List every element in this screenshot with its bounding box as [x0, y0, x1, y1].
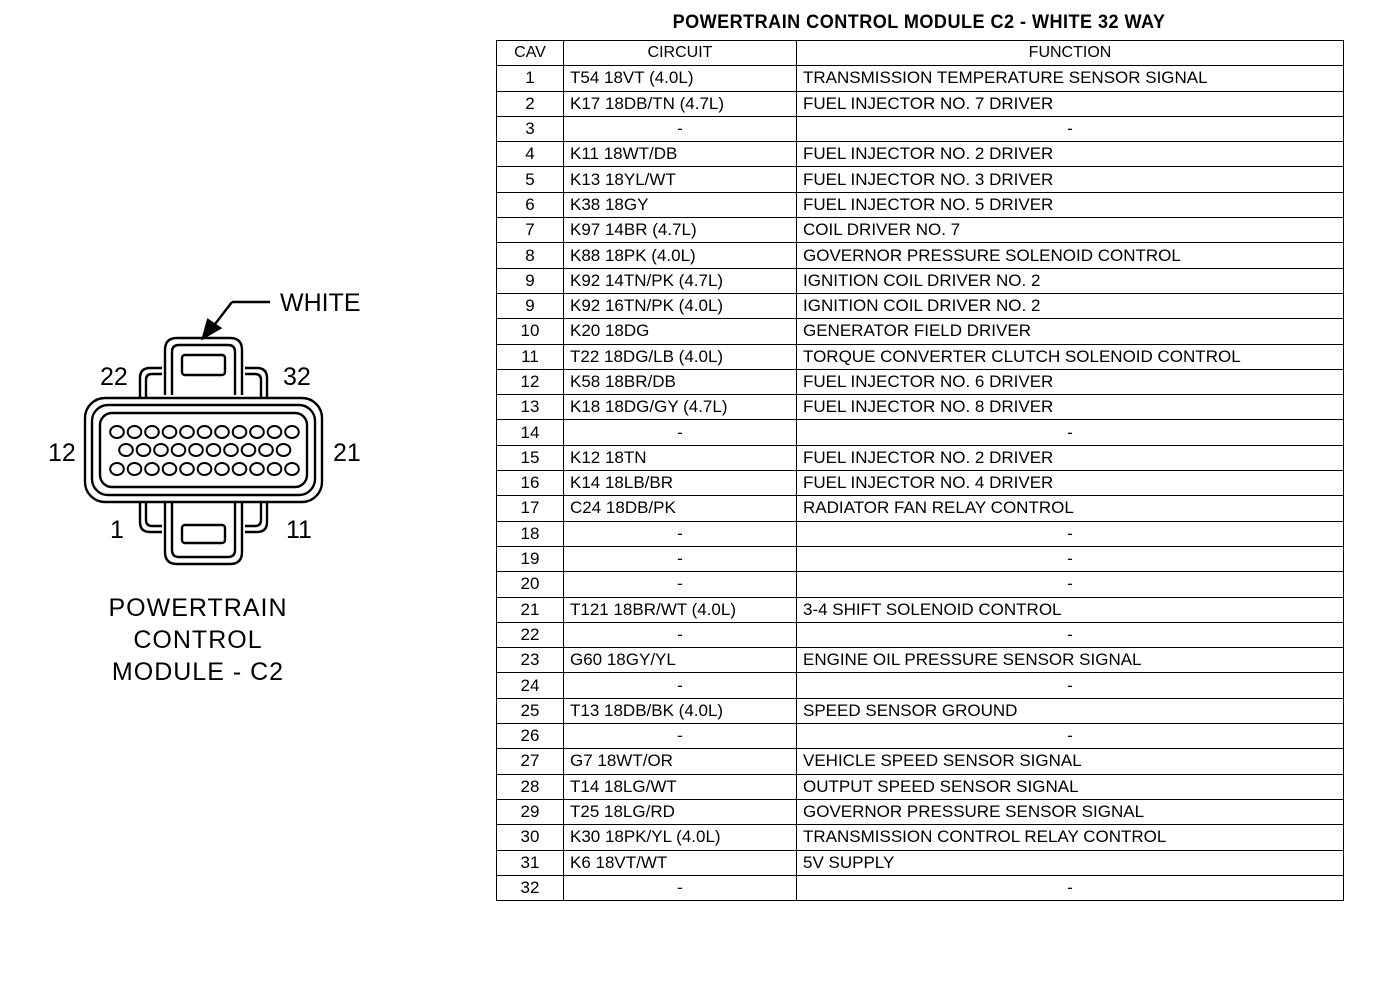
function-cell: TRANSMISSION TEMPERATURE SENSOR SIGNAL — [797, 66, 1344, 91]
circuit-cell: T13 18DB/BK (4.0L) — [564, 698, 797, 723]
function-cell: - — [797, 521, 1344, 546]
pin-label-32: 32 — [283, 363, 311, 391]
circuit-cell: K92 16TN/PK (4.0L) — [564, 293, 797, 318]
table-row — [497, 749, 1344, 774]
cav-cell: 13 — [497, 395, 564, 420]
cav-cell: 15 — [497, 445, 564, 470]
circuit-cell: K92 14TN/PK (4.7L) — [564, 268, 797, 293]
pinout-table — [496, 40, 1344, 901]
bottom-latch — [165, 502, 242, 564]
pin-cavity — [233, 426, 247, 438]
table-row — [497, 521, 1344, 546]
pin-cavity — [163, 426, 177, 438]
circuit-cell: - — [564, 875, 797, 900]
cav-cell: 8 — [497, 243, 564, 268]
pin-cavity — [250, 463, 264, 475]
cav-cell: 32 — [497, 875, 564, 900]
circuit-cell: T14 18LG/WT — [564, 774, 797, 799]
pin-cavity — [119, 444, 133, 456]
cav-cell: 9 — [497, 268, 564, 293]
table-row — [497, 344, 1344, 369]
cav-cell: 31 — [497, 850, 564, 875]
function-cell: FUEL INJECTOR NO. 2 DRIVER — [797, 445, 1344, 470]
circuit-cell: - — [564, 546, 797, 571]
pin-cavity — [259, 444, 273, 456]
pin-cavity — [145, 463, 159, 475]
top-latch — [165, 338, 242, 395]
circuit-cell: T121 18BR/WT (4.0L) — [564, 597, 797, 622]
pin-cavity — [189, 444, 203, 456]
pin-cavity — [207, 444, 221, 456]
caption-line: CONTROL — [133, 626, 263, 654]
table-row — [497, 395, 1344, 420]
table-row — [497, 420, 1344, 445]
circuit-cell: K88 18PK (4.0L) — [564, 243, 797, 268]
pin-cavity — [268, 426, 282, 438]
circuit-cell: K97 14BR (4.7L) — [564, 218, 797, 243]
cav-cell: 5 — [497, 167, 564, 192]
circuit-cell: T25 18LG/RD — [564, 799, 797, 824]
cav-cell: 17 — [497, 496, 564, 521]
pin-cavities — [110, 426, 299, 475]
table-row — [497, 91, 1344, 116]
table-title: POWERTRAIN CONTROL MODULE C2 - WHITE 32 WAY — [672, 12, 1166, 33]
pin-cavity — [198, 426, 212, 438]
function-cell: FUEL INJECTOR NO. 8 DRIVER — [797, 395, 1344, 420]
circuit-cell: - — [564, 572, 797, 597]
table-row — [497, 724, 1344, 749]
table-row — [497, 774, 1344, 799]
cav-cell: 24 — [497, 673, 564, 698]
function-cell: ENGINE OIL PRESSURE SENSOR SIGNAL — [797, 648, 1344, 673]
cav-cell: 19 — [497, 546, 564, 571]
pin-cavity — [198, 463, 212, 475]
circuit-cell: K14 18LB/BR — [564, 471, 797, 496]
pin-cavity — [215, 426, 229, 438]
function-cell: COIL DRIVER NO. 7 — [797, 218, 1344, 243]
pin-cavity — [128, 463, 142, 475]
table-row — [497, 192, 1344, 217]
cav-cell: 1 — [497, 66, 564, 91]
function-cell: - — [797, 420, 1344, 445]
function-cell: RADIATOR FAN RELAY CONTROL — [797, 496, 1344, 521]
cav-cell: 26 — [497, 724, 564, 749]
circuit-cell: K6 18VT/WT — [564, 850, 797, 875]
connector-diagram — [40, 280, 400, 580]
pin-cavity — [277, 444, 291, 456]
function-cell: 5V SUPPLY — [797, 850, 1344, 875]
function-cell: IGNITION COIL DRIVER NO. 2 — [797, 268, 1344, 293]
table-row — [497, 369, 1344, 394]
table-row — [497, 471, 1344, 496]
function-cell: - — [797, 622, 1344, 647]
table-row — [497, 799, 1344, 824]
cav-cell: 25 — [497, 698, 564, 723]
cav-cell: 9 — [497, 293, 564, 318]
cav-cell: 18 — [497, 521, 564, 546]
cav-cell: 4 — [497, 142, 564, 167]
function-cell: FUEL INJECTOR NO. 2 DRIVER — [797, 142, 1344, 167]
pin-cavity — [154, 444, 168, 456]
pin-cavity — [242, 444, 256, 456]
table-row — [497, 445, 1344, 470]
pin-cavity — [250, 426, 264, 438]
table-row — [497, 142, 1344, 167]
pin-cavity — [137, 444, 151, 456]
pin-cavity — [233, 463, 247, 475]
table-row — [497, 597, 1344, 622]
cav-cell: 28 — [497, 774, 564, 799]
table-row — [497, 850, 1344, 875]
pin-cavity — [110, 426, 124, 438]
table-row — [497, 648, 1344, 673]
table-row — [497, 293, 1344, 318]
circuit-cell: - — [564, 673, 797, 698]
function-cell: - — [797, 724, 1344, 749]
pin-label-22: 22 — [100, 363, 128, 391]
circuit-cell: K17 18DB/TN (4.7L) — [564, 91, 797, 116]
cav-cell: 21 — [497, 597, 564, 622]
function-cell: - — [797, 546, 1344, 571]
table-row — [497, 622, 1344, 647]
cav-cell: 22 — [497, 622, 564, 647]
pin-label-11: 11 — [286, 516, 312, 544]
function-cell: - — [797, 875, 1344, 900]
circuit-cell: G7 18WT/OR — [564, 749, 797, 774]
function-cell: FUEL INJECTOR NO. 5 DRIVER — [797, 192, 1344, 217]
caption-line: POWERTRAIN — [108, 594, 288, 622]
function-header: FUNCTION — [797, 41, 1344, 66]
function-cell: IGNITION COIL DRIVER NO. 2 — [797, 293, 1344, 318]
circuit-header: CIRCUIT — [564, 41, 797, 66]
table-row — [497, 496, 1344, 521]
circuit-cell: K20 18DG — [564, 319, 797, 344]
cav-cell: 6 — [497, 192, 564, 217]
pin-label-12: 12 — [48, 439, 76, 467]
function-cell: FUEL INJECTOR NO. 4 DRIVER — [797, 471, 1344, 496]
cav-cell: 30 — [497, 825, 564, 850]
table-row — [497, 116, 1344, 141]
cav-cell: 20 — [497, 572, 564, 597]
function-cell: VEHICLE SPEED SENSOR SIGNAL — [797, 749, 1344, 774]
pin-cavity — [215, 463, 229, 475]
pin-cavity — [268, 463, 282, 475]
table-row — [497, 572, 1344, 597]
table-row — [497, 243, 1344, 268]
table-row — [497, 673, 1344, 698]
table-row — [497, 218, 1344, 243]
table-row — [497, 698, 1344, 723]
cav-cell: 10 — [497, 319, 564, 344]
function-cell: GENERATOR FIELD DRIVER — [797, 319, 1344, 344]
function-cell: - — [797, 116, 1344, 141]
function-cell: - — [797, 572, 1344, 597]
circuit-cell: T22 18DG/LB (4.0L) — [564, 344, 797, 369]
circuit-cell: K18 18DG/GY (4.7L) — [564, 395, 797, 420]
table-row — [497, 268, 1344, 293]
function-cell: 3-4 SHIFT SOLENOID CONTROL — [797, 597, 1344, 622]
circuit-cell: K30 18PK/YL (4.0L) — [564, 825, 797, 850]
cav-cell: 16 — [497, 471, 564, 496]
function-cell: GOVERNOR PRESSURE SENSOR SIGNAL — [797, 799, 1344, 824]
function-cell: TRANSMISSION CONTROL RELAY CONTROL — [797, 825, 1344, 850]
cav-cell: 27 — [497, 749, 564, 774]
pin-cavity — [224, 444, 238, 456]
circuit-cell: - — [564, 724, 797, 749]
caption-line: MODULE - C2 — [111, 658, 285, 686]
table-row — [497, 546, 1344, 571]
function-cell: - — [797, 673, 1344, 698]
pin-cavity — [163, 463, 177, 475]
table-row — [497, 319, 1344, 344]
table-row — [497, 66, 1344, 91]
wire-arrow — [203, 302, 270, 338]
pin-cavity — [180, 463, 194, 475]
table-row — [497, 875, 1344, 900]
function-cell: FUEL INJECTOR NO. 6 DRIVER — [797, 369, 1344, 394]
function-cell: FUEL INJECTOR NO. 3 DRIVER — [797, 167, 1344, 192]
pin-cavity — [285, 426, 299, 438]
cav-cell: 14 — [497, 420, 564, 445]
circuit-cell: G60 18GY/YL — [564, 648, 797, 673]
circuit-cell: T54 18VT (4.0L) — [564, 66, 797, 91]
cav-cell: 23 — [497, 648, 564, 673]
pin-cavity — [128, 426, 142, 438]
table-row — [497, 825, 1344, 850]
function-cell: TORQUE CONVERTER CLUTCH SOLENOID CONTROL — [797, 344, 1344, 369]
cav-cell: 7 — [497, 218, 564, 243]
pin-label-21: 21 — [333, 439, 361, 467]
pin-cavity — [110, 463, 124, 475]
circuit-cell: K58 18BR/DB — [564, 369, 797, 394]
circuit-cell: - — [564, 116, 797, 141]
circuit-cell: C24 18DB/PK — [564, 496, 797, 521]
circuit-cell: K11 18WT/DB — [564, 142, 797, 167]
function-cell: GOVERNOR PRESSURE SOLENOID CONTROL — [797, 243, 1344, 268]
circuit-cell: - — [564, 521, 797, 546]
connector-caption — [78, 592, 318, 688]
wire-color-label: WHITE — [280, 289, 361, 317]
function-cell: SPEED SENSOR GROUND — [797, 698, 1344, 723]
pin-cavity — [285, 463, 299, 475]
cav-header: CAV — [497, 41, 564, 66]
table-header-row — [497, 41, 1344, 66]
function-cell: FUEL INJECTOR NO. 7 DRIVER — [797, 91, 1344, 116]
cav-cell: 11 — [497, 344, 564, 369]
cav-cell: 12 — [497, 369, 564, 394]
circuit-cell: K13 18YL/WT — [564, 167, 797, 192]
circuit-cell: K12 18TN — [564, 445, 797, 470]
table-row — [497, 167, 1344, 192]
circuit-cell: K38 18GY — [564, 192, 797, 217]
pin-cavity — [172, 444, 186, 456]
cav-cell: 29 — [497, 799, 564, 824]
cav-cell: 2 — [497, 91, 564, 116]
function-cell: OUTPUT SPEED SENSOR SIGNAL — [797, 774, 1344, 799]
pin-cavity — [145, 426, 159, 438]
pin-label-1: 1 — [110, 516, 124, 544]
circuit-cell: - — [564, 420, 797, 445]
cav-cell: 3 — [497, 116, 564, 141]
circuit-cell: - — [564, 622, 797, 647]
pin-cavity — [180, 426, 194, 438]
